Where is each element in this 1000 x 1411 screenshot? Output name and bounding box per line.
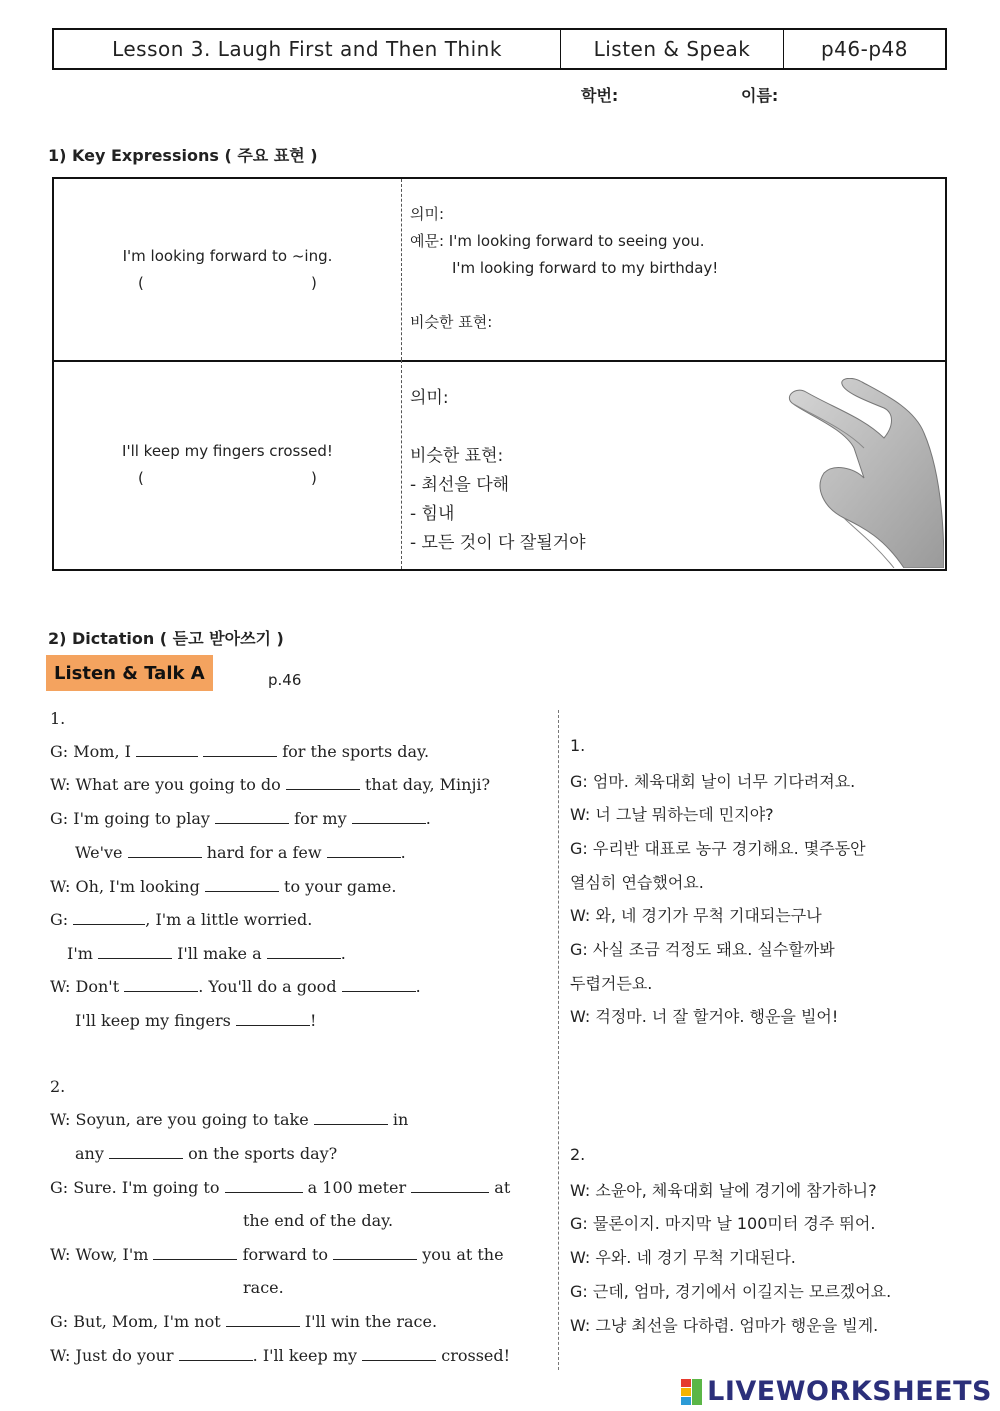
answer-blank[interactable] [267,944,341,959]
answer-blank[interactable] [98,944,172,959]
answer-blank[interactable] [362,1346,436,1361]
similar-item: - 최선을 다해 [410,475,510,495]
answer-blank[interactable] [109,1144,183,1159]
dialogue-line: W: Soyun, are you going to take in [50,1110,409,1129]
dialogue-line: I'm I'll make a . [67,944,346,963]
logo-text: LIVEWORKSHEETS [707,1376,992,1407]
page-ref: p.46 [268,671,302,689]
dialogue-line: W: Just do your . I'll keep my crossed! [50,1346,511,1365]
answer-blank[interactable] [236,1011,310,1026]
key-expressions-table [52,177,947,571]
answer-blank[interactable] [179,1346,253,1361]
answer-blank[interactable] [136,742,198,757]
name-label: 이름: [741,86,779,105]
expression-row-1 [54,179,945,362]
answer-blank[interactable] [342,977,416,992]
dialogue-number: 2. [50,1077,66,1096]
answer-blank[interactable] [314,1110,388,1125]
answer-blank[interactable] [124,977,198,992]
dialogue-line: any on the sports day? [75,1144,338,1163]
translation-line: W: 와, 네 경기가 무척 기대되는구나 [570,906,822,925]
translation-line: 열심히 연습했어요. [570,873,704,892]
dialogue-line: race. [243,1278,284,1297]
dialogue-line: We've hard for a few . [75,843,406,862]
answer-blank[interactable] [286,775,360,790]
answer-blank[interactable] [215,809,289,824]
similar-item: - 힘내 [410,504,455,524]
key-expressions-heading: 1) Key Expressions ( 주요 표현 ) [48,146,318,165]
answer-blank[interactable] [327,843,401,858]
paren-close: ) [311,274,317,292]
translation-line: G: 물론이지. 마지막 날 100미터 경주 뛰어. [570,1214,876,1233]
similar-expression-label: 비슷한 표현: [410,446,504,466]
dialogue-line: W: Oh, I'm looking to your game. [50,877,397,896]
translation-line: W: 너 그날 뭐하는데 민지야? [570,805,774,824]
answer-blank[interactable] [205,877,279,892]
translation-line: G: 엄마. 체육대회 날이 너무 기다려져요. [570,772,856,791]
answer-blank[interactable] [128,843,202,858]
dialogue-line: W: What are you going to do that day, Minji? [50,775,491,794]
crossed-fingers-icon [744,378,944,568]
translation-line: G: 사실 조금 걱정도 돼요. 실수할까봐 [570,940,835,959]
dialogue-line: W: Wow, I'm forward to you at the [50,1245,504,1264]
answer-blank[interactable] [226,1312,300,1327]
answer-blank[interactable] [333,1245,417,1260]
translation-line: W: 걱정마. 너 잘 할거야. 행운을 빌어! [570,1007,839,1026]
listen-talk-tag: Listen & Talk A [46,655,213,691]
column-divider [558,710,559,1370]
dialogue-line: G: Mom, I for the sports day. [50,742,430,761]
paren-close: ) [311,469,317,487]
paren-open: ( [138,469,144,487]
expression-row-2 [54,360,945,569]
dialogue-number: 1. [570,736,586,755]
expression-text: I'll keep my fingers crossed! [122,442,333,460]
translation-line: G: 근데, 엄마, 경기에서 이길지는 모르겠어요. [570,1282,892,1301]
dialogue-line: G: , I'm a little worried. [50,910,313,929]
paren-open: ( [138,274,144,292]
dialogue-number: 2. [570,1145,586,1164]
answer-blank[interactable] [225,1178,303,1193]
liveworksheets-icon [681,1379,703,1405]
example-sentence-2: I'm looking forward to my birthday! [452,259,719,277]
similar-expression-label: 비슷한 표현: [410,313,493,331]
answer-blank[interactable] [73,910,145,925]
translation-line: W: 우와. 네 경기 무척 기대된다. [570,1248,796,1267]
translation-line: W: 소윤아, 체육대회 날에 경기에 참가하니? [570,1181,877,1200]
dialogue-line: the end of the day. [243,1211,394,1230]
translation-line: G: 우리반 대표로 농구 경기해요. 몇주동안 [570,839,866,858]
liveworksheets-logo[interactable] [681,1376,992,1407]
dialogue-line: W: Don't . You'll do a good . [50,977,421,996]
answer-blank[interactable] [411,1178,489,1193]
translation-line: W: 그냥 최선을 다하렴. 엄마가 행운을 빌게. [570,1316,879,1335]
translation-line: 두렵거든요. [570,974,653,993]
page-range: p46-p48 [820,37,908,61]
dialogue-line: G: Sure. I'm going to a 100 meter at [50,1178,511,1197]
answer-blank[interactable] [203,742,277,757]
section-title: Listen & Speak [561,30,784,68]
meaning-label: 의미: [410,205,445,223]
expression-text: I'm looking forward to ~ing. [122,247,333,265]
answer-blank[interactable] [153,1245,237,1260]
dialogue-line: I'll keep my fingers ! [75,1011,317,1030]
meaning-label: 의미: [410,388,449,408]
similar-item: - 모든 것이 다 잘될거야 [410,533,586,553]
dictation-heading: 2) Dictation ( 듣고 받아쓰기 ) [48,629,284,648]
answer-blank[interactable] [352,809,426,824]
student-id-label: 학번: [581,86,619,105]
header-table [52,28,947,70]
example-sentence: 예문: I'm looking forward to seeing you. [410,232,705,250]
lesson-title: Lesson 3. Laugh First and Then Think [54,30,561,68]
dialogue-line: G: I'm going to play for my . [50,809,431,828]
dialogue-number: 1. [50,709,66,728]
dialogue-line: G: But, Mom, I'm not I'll win the race. [50,1312,438,1331]
